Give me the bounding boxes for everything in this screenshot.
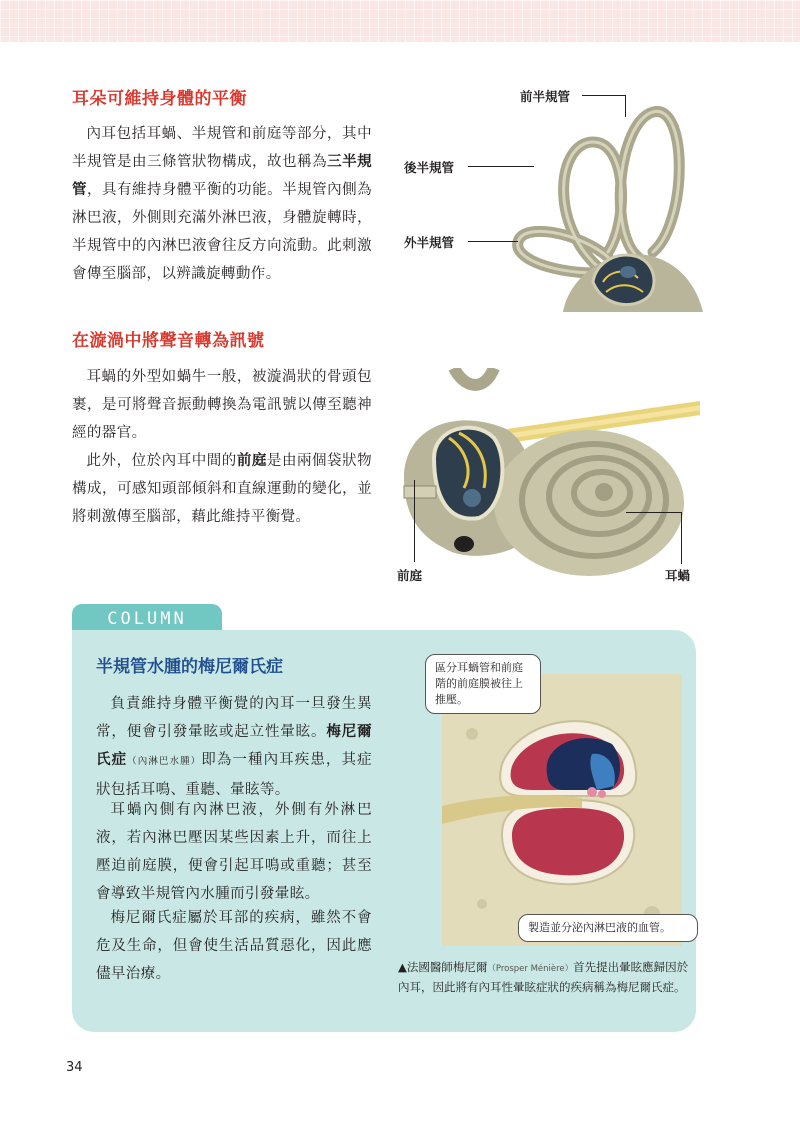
label-cochlea: 耳蝸 [665, 568, 691, 583]
top-decorative-band [0, 0, 800, 42]
callout-blood-vessel: 製造並分泌內淋巴液的血管。 [518, 914, 698, 942]
bold-term-semicircular: 三半規管 [72, 154, 372, 198]
cochlear-duct-cross-section [442, 674, 682, 946]
section-paragraph-cochlea: 耳蝸的外型如蝸牛一般，被漩渦狀的骨頭包裹，是可將聲音振動轉換為電訊號以傳至聽神經的器官。 [72, 369, 372, 441]
bold-term-meniere: 梅尼爾氏症 [96, 724, 373, 768]
column-paragraph-2: 耳蝸內側有內淋巴液，外側有外淋巴液，若內淋巴壓因某些因素上升，而往上壓迫前庭膜，便會引起耳鳴或重聽；甚至會導致半規管內水腫而引發暈眩。 [96, 802, 372, 902]
figure-caption: ▲法國醫師梅尼爾（Prosper Ménière）首先提出暈眩應歸因於內耳，因此將有內耳性暈眩症狀的疾病稱為梅尼爾氏症。 [398, 960, 689, 994]
section-heading-sound: 在漩渦中將聲音轉為訊號 [72, 331, 265, 351]
label-anterior-canal: 前半規管 [520, 89, 571, 104]
leader-line [625, 95, 626, 117]
leader-line [681, 512, 682, 564]
column-tab: COLUMN [72, 604, 222, 634]
callout-vestibular-membrane: 區分耳蝸管和前庭階的前庭膜被往上推壓。 [425, 654, 541, 714]
section-heading-balance: 耳朵可維持身體的平衡 [72, 89, 247, 109]
bold-term-vestibule: 前庭 [236, 453, 267, 469]
column-paragraph-3: 梅尼爾氏症屬於耳部的疾病，雖然不會危及生命，但會使生活品質惡化，因此應儘早治療。 [96, 910, 372, 982]
section-paragraph-balance: 內耳包括耳蝸、半規管和前庭等部分，其中半規管是由三條管狀物構成，故也稱為三半規管，具有維持身體平衡的功能。半規管內側為淋巴液，外側則充滿外淋巴液，身體旋轉時，半規管中的內淋巴液會往反方向流動。此刺激會傳至腦部，以辨識旋轉動作。 [72, 126, 372, 282]
label-posterior-canal: 後半規管 [404, 160, 455, 175]
page-number: 34 [66, 1060, 83, 1075]
leader-line [468, 166, 534, 167]
column-heading: 半規管水腫的梅尼爾氏症 [96, 657, 283, 677]
leader-line [414, 480, 415, 562]
leader-line [468, 241, 518, 242]
leader-line [626, 512, 682, 513]
column-paragraph-1: 負責維持身體平衡覺的內耳一旦發生異常，便會引發暈眩或起立性暈眩。梅尼爾氏症（內淋巴水腫）即為一種內耳疾患，其症狀包括耳鳴、重聽、暈眩等。 [96, 696, 373, 798]
label-vestibule: 前庭 [397, 568, 423, 583]
leader-line [582, 95, 626, 96]
section-paragraph-vestibule: 此外，位於內耳中間的前庭是由兩個袋狀物構成，可感知頭部傾斜和直線運動的變化，並將刺激傳至腦部，藉此維持平衡覺。 [72, 453, 372, 525]
cochlea-vestibule-illustration [394, 368, 700, 578]
label-lateral-canal: 外半規管 [404, 235, 455, 250]
semicircular-canals-illustration [478, 82, 708, 312]
